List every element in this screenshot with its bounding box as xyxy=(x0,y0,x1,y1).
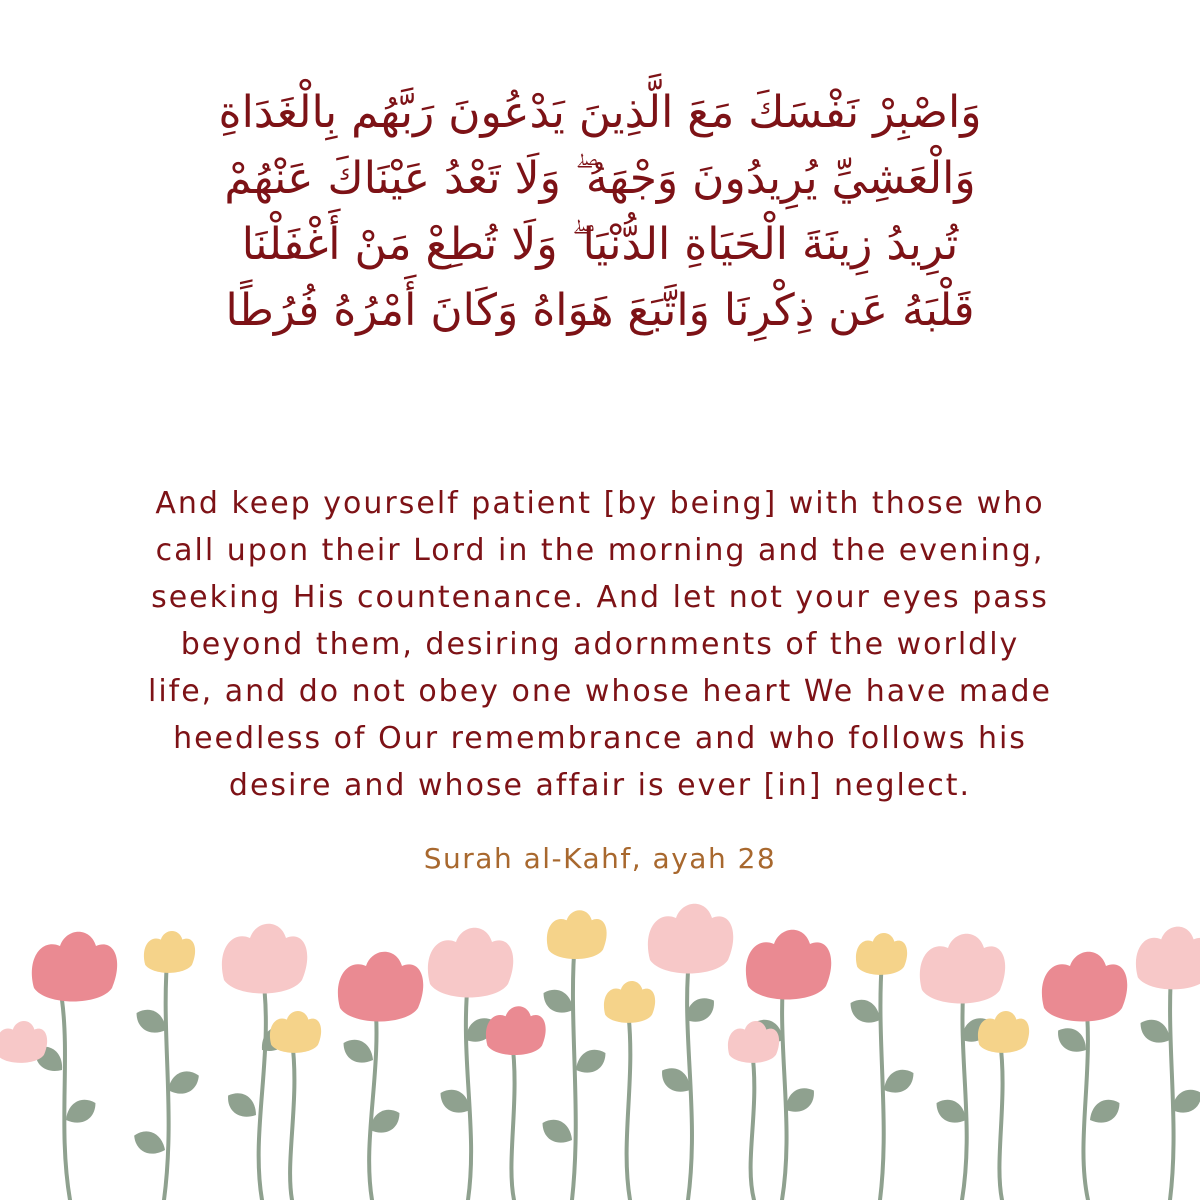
translation-line-1: And keep yourself patient [by being] with those who xyxy=(155,486,1045,521)
stem xyxy=(627,1010,631,1200)
flower-pink xyxy=(648,904,733,974)
stem xyxy=(687,950,692,1200)
flower-yellow xyxy=(978,1011,1029,1053)
stem xyxy=(259,970,266,1200)
arabic-line-3: تُرِيدُ زِينَةَ الْحَيَاةِ الدُّنْيَا ۖ وَلَا تُطِعْ مَنْ أَغْفَلْنَا xyxy=(241,219,959,270)
blooms xyxy=(0,904,1200,1063)
flower-pink xyxy=(1136,927,1200,990)
translation-line-7: desire and whose affair is ever [in] neglect. xyxy=(228,768,972,803)
arabic-verse xyxy=(40,80,1160,344)
flower-yellow xyxy=(144,931,195,973)
flower-yellow xyxy=(270,1011,321,1053)
stem xyxy=(1170,960,1174,1200)
english-translation xyxy=(60,480,1140,809)
translation-line-2: call upon their Lord in the morning and the evening, xyxy=(155,533,1045,568)
flower-red xyxy=(746,930,831,1000)
translation-line-4: beyond them, desiring adornments of the worldly xyxy=(180,627,1020,662)
translation-line-6: heedless of Our remembrance and who follows his xyxy=(173,721,1027,756)
stem xyxy=(1083,990,1088,1200)
flower-pink xyxy=(222,924,307,994)
flower-red xyxy=(486,1006,546,1055)
flower-yellow xyxy=(604,981,655,1023)
stem xyxy=(62,1000,70,1200)
flower-red xyxy=(338,952,423,1022)
stem xyxy=(369,1000,376,1200)
leaf xyxy=(338,1034,378,1069)
stem xyxy=(290,1040,294,1200)
stem xyxy=(511,1040,514,1200)
leaf xyxy=(222,1087,262,1124)
leaf xyxy=(61,1094,101,1129)
arabic-line-2: وَالْعَشِيِّ يُرِيدُونَ وَجْهَهُ ۖ وَلَا تَعْدُ عَيْنَاكَ عَنْهُمْ xyxy=(224,153,976,204)
stem xyxy=(999,1040,1002,1200)
stem xyxy=(572,940,576,1200)
flower-pink xyxy=(428,928,513,998)
stem xyxy=(880,960,884,1200)
stem xyxy=(164,950,169,1200)
leaf xyxy=(130,1126,170,1159)
arabic-line-4: قَلْبَهُ عَن ذِكْرِنَا وَاتَّبَعَ هَوَاهُ وَكَانَ أَمْرُهُ فُرُطًا xyxy=(225,285,975,336)
flower-pink xyxy=(0,1021,47,1063)
source-citation: Surah al-Kahf, ayah 28 xyxy=(423,842,777,875)
leaf xyxy=(1085,1094,1125,1129)
flower-red xyxy=(32,932,117,1002)
flower-yellow xyxy=(547,910,607,959)
flower-border xyxy=(0,900,1200,1200)
flower-yellow xyxy=(856,933,907,975)
arabic-line-1: وَاصْبِرْ نَفْسَكَ مَعَ الَّذِينَ يَدْعُونَ رَبَّهُم بِالْغَدَاةِ xyxy=(218,87,982,138)
stem xyxy=(751,1050,755,1200)
translation-line-3: seeking His countenance. And let not your eyes pass xyxy=(151,580,1049,615)
flower-pink xyxy=(920,934,1005,1004)
flower-red xyxy=(1042,952,1127,1022)
stem xyxy=(466,980,471,1200)
translation-line-5: life, and do not obey one whose heart We have made xyxy=(147,674,1052,709)
stem xyxy=(962,970,967,1200)
leaf xyxy=(537,1114,577,1149)
